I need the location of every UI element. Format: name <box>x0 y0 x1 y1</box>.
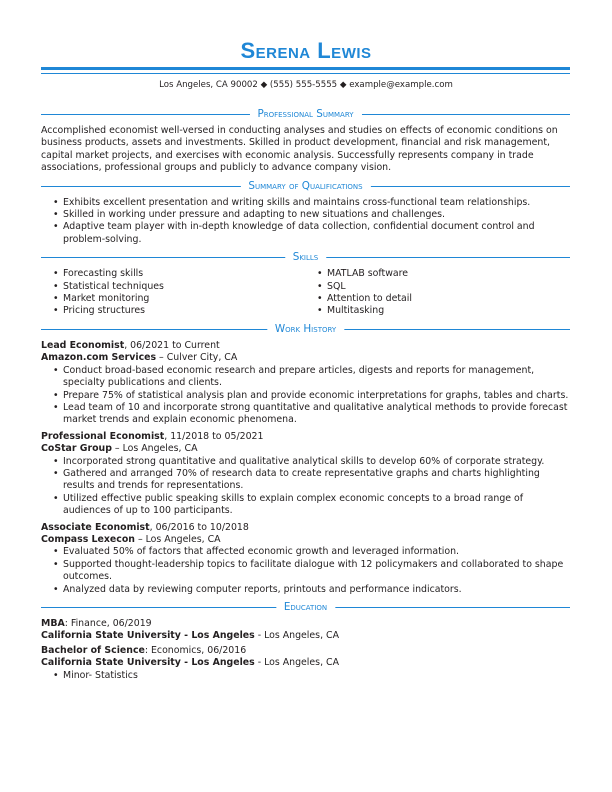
section-header-summary <box>41 107 570 121</box>
degree-detail: : Finance, 06/2019 <box>64 618 152 629</box>
list-item: • Supported thought-leadership topics to facilitate dialogue with 12 policymakers and collaborated to shape outcomes. <box>41 559 570 584</box>
section-title: Education <box>276 600 335 614</box>
list-item: • Evaluated 50% of factors that affected economic growth and leveraged information. <box>41 546 570 558</box>
company-name: CoStar Group <box>41 443 112 455</box>
list-item: • Multitasking <box>305 305 569 317</box>
education-bullets <box>41 670 570 682</box>
school-name: California State University - Los Angeles <box>41 630 255 642</box>
degree-name: Bachelor of Science <box>41 644 145 656</box>
degree-detail: : Economics, 06/2016 <box>144 644 247 656</box>
contact-line: Los Angeles, CA 90002 ◆ (555) 555-5555 ◆ example@example.com <box>159 80 453 90</box>
header-rule-thick <box>41 67 570 70</box>
list-item: • Adaptive team player with in-depth knowledge of data collection, confidential document control and problem-solving. <box>41 221 570 246</box>
header-rule-thin <box>41 73 570 74</box>
list-item: • SQL <box>305 281 569 293</box>
list-item: • Skilled in working under pressure and adapting to new situations and challenges. <box>41 209 570 221</box>
section-title: Professional Summary <box>249 107 361 121</box>
list-item: • Conduct broad-based economic research and prepare articles, digests and reports for management, specialty publications and clients. <box>41 365 570 390</box>
company-name: Compass Lexecon <box>41 533 135 545</box>
list-item: • MATLAB software <box>305 268 569 280</box>
list-item: • Pricing structures <box>41 305 305 317</box>
resume-content <box>41 107 570 684</box>
job-bullets <box>41 546 570 596</box>
section-title: Summary of Qualifications <box>240 179 370 193</box>
list-item: • Forecasting skills <box>41 268 305 280</box>
company-location: – Los Angeles, CA <box>111 443 198 455</box>
job-title: Lead Economist <box>41 339 125 351</box>
job-title: Professional Economist <box>41 430 165 442</box>
section-title: Skills <box>285 250 327 264</box>
list-item: • Incorporated strong quantitative and qualitative analytical skills to develop 60% of corporate strategy. <box>41 456 570 468</box>
list-item: • Lead team of 10 and incorporate strong quantitative and qualitative analytical methods to provide forecast market trends and explain economic phenomena. <box>41 402 570 427</box>
job-title: Associate Economist <box>41 521 150 533</box>
skills-right-column <box>305 268 569 318</box>
list-item: • Prepare 75% of statistical analysis plan and provide economic interpretations for graphs, tables and charts. <box>41 390 570 402</box>
degree-name: MBA <box>41 618 65 629</box>
job-dates: , 06/2016 to 10/2018 <box>149 521 249 533</box>
job-entry <box>41 431 570 518</box>
list-item: • Statistical techniques <box>41 281 305 293</box>
school-name: California State University - Los Angeles <box>41 657 255 669</box>
company-name: Amazon.com Services <box>41 352 157 364</box>
school-location: - Los Angeles, CA <box>254 630 339 642</box>
school-location: - Los Angeles, CA <box>254 657 339 669</box>
job-dates: , 11/2018 to 05/2021 <box>164 430 264 442</box>
company-location: – Los Angeles, CA <box>134 533 221 545</box>
job-bullets <box>41 456 570 518</box>
company-location: – Culver City, CA <box>156 352 238 364</box>
section-header-qualifications <box>41 179 570 193</box>
job-entry <box>41 340 570 427</box>
skills-left-column <box>41 268 305 318</box>
list-item: • Utilized effective public speaking skills to explain complex economic concepts to a broad range of audiences of up to 100 participants. <box>41 493 570 518</box>
qualifications-list <box>41 197 570 247</box>
section-header-skills <box>41 250 570 264</box>
section-header-education <box>41 600 570 614</box>
job-dates: , 06/2021 to Current <box>124 339 220 351</box>
section-title: Work History <box>267 322 344 336</box>
list-item: • Attention to detail <box>305 293 569 305</box>
list-item: • Market monitoring <box>41 293 305 305</box>
list-item: • Exhibits excellent presentation and writing skills and maintains cross-functional team relationships. <box>41 197 570 209</box>
candidate-name: Serena Lewis <box>240 38 372 63</box>
education-entry <box>41 618 570 643</box>
education-entry <box>41 645 570 682</box>
job-bullets <box>41 365 570 427</box>
list-item: • Analyzed data by reviewing computer reports, printouts and performance indicators. <box>41 584 570 596</box>
job-entry <box>41 522 570 596</box>
list-item: • Gathered and arranged 70% of research data to create representative graphs and charts highlighting results and trends for representations. <box>41 468 570 493</box>
skills-grid <box>41 268 570 318</box>
section-header-work <box>41 322 570 336</box>
summary-text: Accomplished economist well-versed in conducting analyses and studies on effects of economic conditions on business products, assets and investments. Skilled in product development, financial and risk management, capital market projects, and exercises with economic analysis. Successfully represents company in trade associations, professional groups and publicly to advance company vision. <box>41 125 558 174</box>
list-item: • Minor- Statistics <box>41 670 570 682</box>
